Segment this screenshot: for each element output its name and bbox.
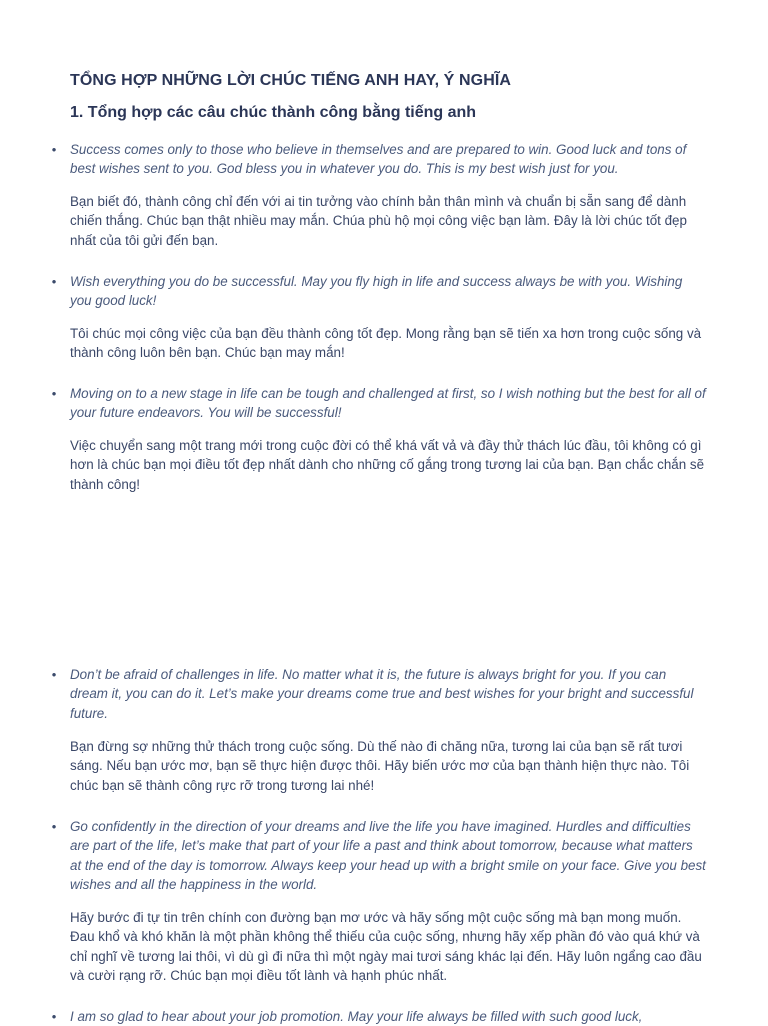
bullet-icon: •	[51, 274, 57, 289]
section-heading: 1. Tổng hợp các câu chúc thành công bằng tiếng anh	[70, 104, 477, 121]
wish-vietnamese: Tôi chúc mọi công việc của bạn đều thành công tốt đẹp. Mong rằng bạn sẽ tiến xa hơn trong cuộc sống và thành công luôn bên bạn. Chúc bạn may mắn!	[70, 326, 702, 361]
wish-vietnamese: Bạn đừng sợ những thử thách trong cuộc sống. Dù thế nào đi chăng nữa, tương lai của bạn sẽ rất tươi sáng. Nếu bạn ước mơ, bạn sẽ thực hiện được thôi. Hãy biến ước mơ của bạn thành hiện thực nào. Tôi chúc bạn sẽ thành công rực rỡ trong tương lai nhé!	[70, 739, 690, 793]
document-title: TỔNG HỢP NHỮNG LỜI CHÚC TIẾNG ANH HAY, Ý NGHĨA	[70, 72, 512, 89]
wish-english: Moving on to a new stage in life can be tough and challenged at first, so I wish nothing but the best for all of your future endeavors. You will be successful!	[70, 386, 706, 421]
wish-vietnamese: Hãy bước đi tự tin trên chính con đường bạn mơ ước và hãy sống một cuộc sống mà bạn mong muốn. Đau khổ và khó khăn là một phần không thể thiếu của cuộc sống, nhưng hãy xếp phần đó vào quá khứ và chỉ nghĩ về tương lai thôi, vì dù gì đi nữa thì một ngày mai tươi sáng khác lại đến. Hãy luôn ngẩng cao đầu và cười rạng rỡ. Chúc bạn mọi điều tốt lành và hạnh phúc nhất.	[70, 910, 702, 984]
wish-english: Success comes only to those who believe in themselves and are prepared to win. Good luck and tons of best wishes sent to you. God bless you in whatever you do. This is my best wish just for you.	[70, 142, 687, 177]
wish-english: I am so glad to hear about your job promotion. May your life always be filled with such good luck,	[70, 1009, 643, 1024]
wish-english: Wish everything you do be successful. May you fly high in life and success always be with you. Wishing you good luck!	[70, 274, 683, 309]
bullet-icon: •	[51, 667, 57, 682]
wish-vietnamese: Việc chuyển sang một trang mới trong cuộc đời có thể khá vất vả và đầy thử thách lúc đầu, tôi không có gì hơn là chúc bạn mọi điều tốt đẹp nhất dành cho những cố gắng trong tương lai của bạn. Bạn chắc chắn sẽ thành công!	[70, 438, 705, 492]
bullet-icon: •	[51, 386, 57, 401]
bullet-icon: •	[51, 142, 57, 157]
bullet-icon: •	[51, 1009, 57, 1024]
wish-english: Go confidently in the direction of your dreams and live the life you have imagined. Hurdles and difficulties are part of the life, let’s make that part of your life a past and think about tomorrow, because what matters at the end of the day is tomorrow. Always keep your head up with a bright smile on your face. Give you best wishes and all the happiness in the world.	[70, 819, 706, 893]
bullet-icon: •	[51, 819, 57, 834]
wish-vietnamese: Bạn biết đó, thành công chỉ đến với ai tin tưởng vào chính bản thân mình và chuẩn bị sẵn sang để dành chiến thắng. Chúc bạn thật nhiều may mắn. Chúa phù hộ mọi công việc bạn làm. Đây là lời chúc tốt đẹp nhất của tôi gửi đến bạn.	[70, 194, 687, 248]
wish-english: Don’t be afraid of challenges in life. No matter what it is, the future is always bright for you. If you can dream it, you can do it. Let’s make your dreams come true and best wishes for your bright and successful future.	[70, 667, 694, 721]
